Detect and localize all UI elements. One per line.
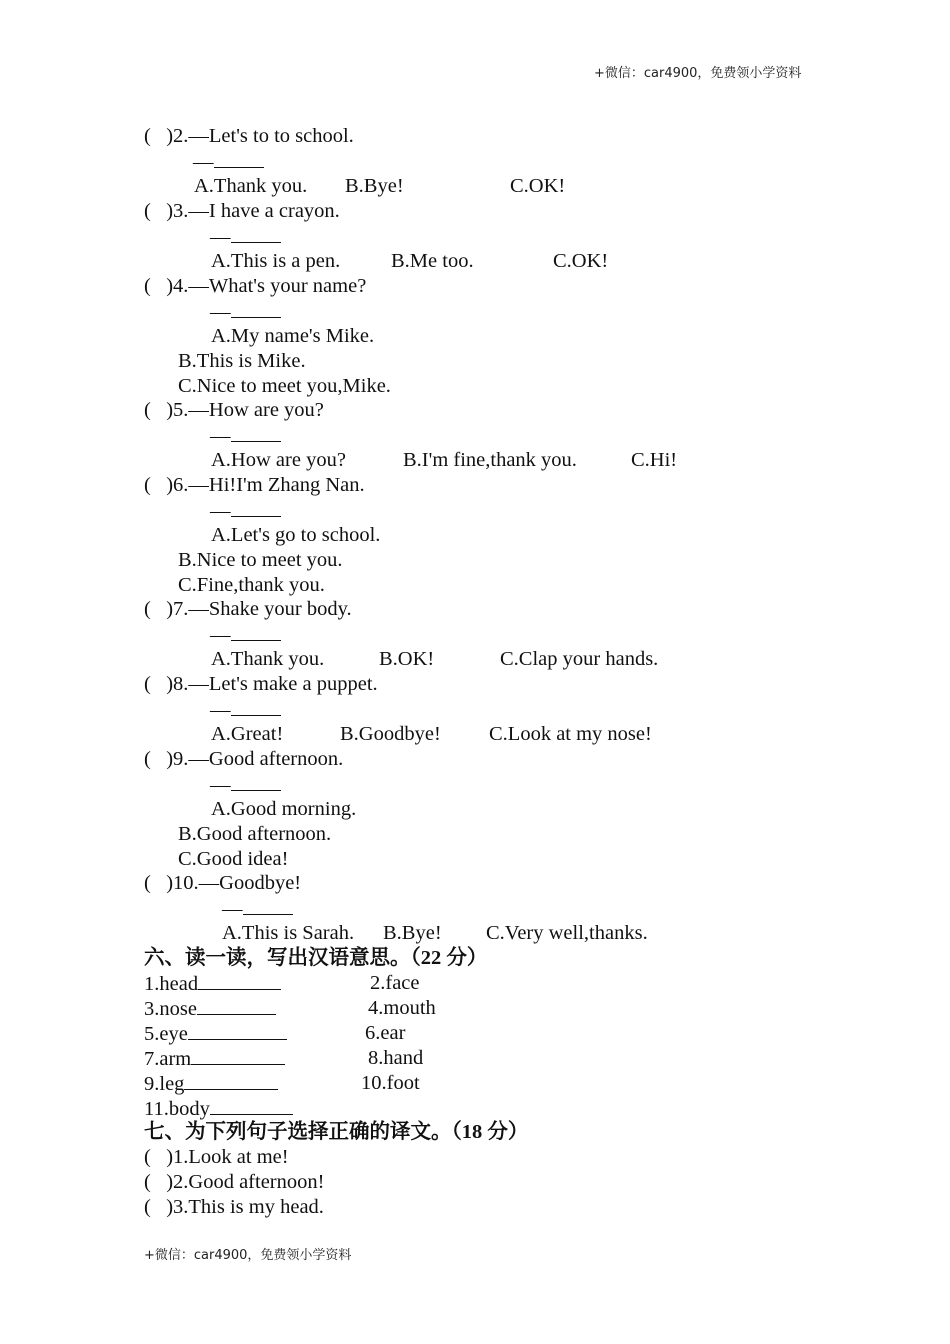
question-8-stem: ( )8.—Let's make a puppet. — [144, 673, 378, 695]
vocab-word: 7.arm — [144, 1048, 192, 1070]
question-9-option-b: B.Good afternoon. — [178, 823, 332, 845]
question-2-reply — [193, 149, 264, 175]
footer-note: +微信：car4900，免费领小学资料 — [144, 1248, 352, 1263]
question-4-option-b: B.This is Mike. — [178, 350, 306, 372]
vocab-item-body — [144, 1096, 293, 1122]
question-9-option-c: C.Good idea! — [178, 848, 289, 870]
answer-blank — [214, 149, 264, 168]
vocab-word: 1.head — [144, 973, 199, 995]
vocab-word: 5.eye — [144, 1023, 188, 1045]
question-6-reply — [210, 498, 281, 524]
question-8-option-a: A.Great! — [211, 723, 284, 745]
answer-blank — [210, 1096, 293, 1115]
vocab-word: 11.body — [144, 1098, 210, 1120]
question-2-stem: ( )2.—Let's to to school. — [144, 125, 354, 147]
vocab-item-nose — [144, 996, 276, 1022]
question-5-reply — [210, 423, 281, 449]
question-8-option-c: C.Look at my nose! — [489, 723, 652, 745]
question-8-reply — [210, 697, 281, 723]
question-9-stem: ( )9.—Good afternoon. — [144, 748, 344, 770]
question-3-stem: ( )3.—I have a crayon. — [144, 200, 340, 222]
question-9-option-a: A.Good morning. — [211, 798, 357, 820]
reply-dash: — — [222, 898, 243, 920]
answer-blank — [191, 1046, 285, 1065]
question-5-stem: ( )5.—How are you? — [144, 399, 324, 421]
question-10-option-c: C.Very well,thanks. — [486, 922, 648, 944]
question-9-reply — [210, 772, 281, 798]
answer-blank — [243, 896, 293, 915]
question-4-reply — [210, 299, 281, 325]
reply-dash: — — [210, 774, 231, 796]
reply-dash: — — [210, 226, 231, 248]
question-7-option-c: C.Clap your hands. — [500, 648, 659, 670]
vocab-item-mouth: 4.mouth — [368, 997, 436, 1019]
reply-dash: — — [210, 624, 231, 646]
question-6-stem: ( )6.—Hi!I'm Zhang Nan. — [144, 474, 365, 496]
question-3-option-c: C.OK! — [553, 250, 609, 272]
answer-blank — [231, 299, 281, 318]
question-6-option-a: A.Let's go to school. — [211, 524, 381, 546]
question-4-option-a: A.My name's Mike. — [211, 325, 375, 347]
vocab-item-foot: 10.foot — [361, 1072, 420, 1094]
answer-blank — [184, 1071, 278, 1090]
question-2-option-b: B.Bye! — [345, 175, 404, 197]
section-6-title: 六、读一读，写出汉语意思。（22 分） — [144, 947, 488, 969]
question-3-option-a: A.This is a pen. — [211, 250, 341, 272]
question-4-option-c: C.Nice to meet you,Mike. — [178, 375, 391, 397]
answer-blank — [231, 772, 281, 791]
vocab-word: 3.nose — [144, 998, 197, 1020]
reply-dash: — — [210, 425, 231, 447]
question-4-stem: ( )4.—What's your name? — [144, 275, 367, 297]
section-7-title: 七、为下列句子选择正确的译文。（18 分） — [144, 1121, 529, 1143]
reply-dash: — — [210, 500, 231, 522]
question-3-reply — [210, 224, 281, 250]
translation-item-2: ( )2.Good afternoon! — [144, 1171, 325, 1193]
question-5-option-b: B.I'm fine,thank you. — [403, 449, 577, 471]
reply-dash: — — [210, 699, 231, 721]
question-5-option-c: C.Hi! — [631, 449, 678, 471]
header-note: +微信：car4900，免费领小学资料 — [594, 66, 802, 81]
vocab-item-ear: 6.ear — [365, 1022, 406, 1044]
reply-dash: — — [193, 151, 214, 173]
vocab-item-arm — [144, 1046, 285, 1072]
question-2-option-c: C.OK! — [510, 175, 566, 197]
translation-item-1: ( )1.Look at me! — [144, 1146, 289, 1168]
question-7-stem: ( )7.—Shake your body. — [144, 598, 352, 620]
vocab-item-hand: 8.hand — [368, 1047, 424, 1069]
question-10-option-a: A.This is Sarah. — [222, 922, 355, 944]
question-10-option-b: B.Bye! — [383, 922, 442, 944]
vocab-item-face: 2.face — [370, 972, 420, 994]
answer-blank — [231, 622, 281, 641]
answer-blank — [197, 996, 276, 1015]
reply-dash: — — [210, 301, 231, 323]
vocab-word: 9.leg — [144, 1073, 185, 1095]
translation-item-3: ( )3.This is my head. — [144, 1196, 324, 1218]
question-7-option-b: B.OK! — [379, 648, 435, 670]
answer-blank — [198, 971, 281, 990]
question-8-option-b: B.Goodbye! — [340, 723, 441, 745]
vocab-item-head — [144, 971, 281, 997]
question-10-reply — [222, 896, 293, 922]
answer-blank — [231, 224, 281, 243]
question-10-stem: ( )10.—Goodbye! — [144, 872, 302, 894]
question-6-option-c: C.Fine,thank you. — [178, 574, 325, 596]
question-5-option-a: A.How are you? — [211, 449, 346, 471]
vocab-item-eye — [144, 1021, 287, 1047]
answer-blank — [231, 697, 281, 716]
question-2-option-a: A.Thank you. — [194, 175, 308, 197]
question-7-option-a: A.Thank you. — [211, 648, 325, 670]
answer-blank — [231, 423, 281, 442]
question-3-option-b: B.Me too. — [391, 250, 474, 272]
question-6-option-b: B.Nice to meet you. — [178, 549, 343, 571]
answer-blank — [188, 1021, 287, 1040]
answer-blank — [231, 498, 281, 517]
question-7-reply — [210, 622, 281, 648]
vocab-item-leg — [144, 1071, 278, 1097]
